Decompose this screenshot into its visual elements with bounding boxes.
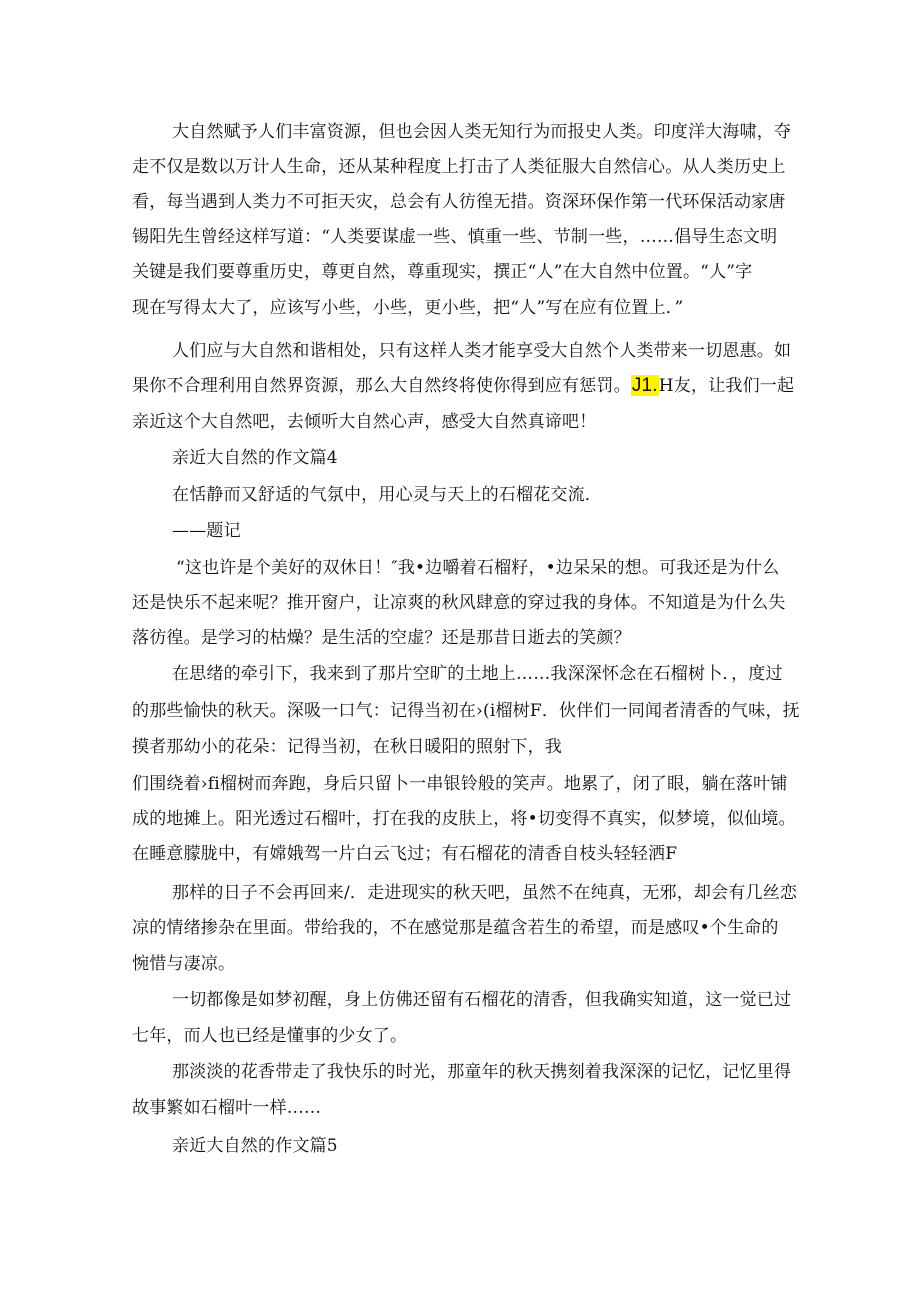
paragraph-4-line-1: 在思绪的牵引下，我来到了那片空旷的土地上……我深深怀念在石榴树卜．，度过 — [172, 664, 783, 684]
paragraph-4-line-4: 们围绕着›fi榴树而奔跑，身后只留卜一串银铃般的笑声。地累了，闭了眼，躺在落叶铺 — [132, 774, 788, 794]
paragraph-3-line-2: 还是快乐不起来呢？推开窗户，让凉爽的秋风肆意的穿过我的身体。不知道是为什么失 — [132, 593, 786, 613]
paragraph-4-line-3: 摸者那幼小的花朵：记得当初，在秋日暖阳的照射下，我 — [132, 737, 562, 757]
paragraph-4-line-6: 在睡意朦胧中，有嫦娥驾一片白云飞过；有石榴花的清香自枝头轻轻洒F — [132, 844, 678, 864]
paragraph-4-line-5: 成的地摊上。阳光透过石榴叶，打在我的皮肤上，将•切变得不真实，似梦境，似仙境。 — [132, 809, 796, 829]
paragraph-5-line-2: 凉的情绪掺杂在里面。带给我的，不在感觉那是蕴含若生的希望，而是感叹•个生命的 — [132, 918, 779, 938]
paragraph-2-line-2-text-before: 果你不合理利用自然界资源，那么大自然终将使你得到应有惩罚。 — [132, 376, 631, 396]
paragraph-5-line-3: 惋惜与凄凉。 — [132, 954, 236, 974]
highlighted-text: J1. — [631, 375, 658, 396]
paragraph-1-line-3: 看，每当遇到人类力不可拒天灾，总会有人彷徨无措。资深环保作第一代环保活动家唐 — [132, 192, 786, 212]
paragraph-7-line-2: 故事繁如石榴叶一样…… — [132, 1098, 322, 1118]
paragraph-3-line-1: “这也许是个美好的双休日！″我•边嚼着石榴籽，•边呆呆的想。可我还是为什么 — [176, 558, 780, 578]
paragraph-7-line-1: 那淡淡的花香带走了我快乐的时光，那童年的秋天携刻着我深深的记忆，记忆里得 — [172, 1062, 792, 1082]
paragraph-1-line-1: 大自然赋予人们丰富资源，但也会因人类无知行为而报史人类。印度洋大海啸，夺 — [172, 122, 792, 142]
paragraph-5-line-1: 那样的日子不会再回来/．走进现实的秋天吧，虽然不在纯真，无邪，却会有几丝恋 — [172, 883, 798, 903]
paragraph-6-line-1: 一切都像是如梦初醒，身上仿佛还留有石榴花的清香，但我确实知道，这一觉已过 — [172, 990, 792, 1010]
epigraph-source: ——题记 — [172, 521, 241, 541]
paragraph-2-line-3: 亲近这个大自然吧，去倾听大自然心声，感受大自然真谛吧！ — [132, 412, 597, 432]
paragraph-1-line-4: 锡阳先生曾经这样写道：“人类要谋虚一些、慎重一些、节制一些，……倡导生态文明 — [132, 227, 778, 247]
paragraph-3-line-3: 落彷徨。是学习的枯燥？是生活的空虚？还是那昔日逝去的笑颜？ — [132, 628, 631, 648]
paragraph-2-line-2-text-after: H友，让我们一起 — [658, 376, 795, 396]
paragraph-1-line-5: 关键是我们要尊重历史，尊更自然，尊重现实，撰正“人”在大自然中位置。“人”字 — [132, 262, 753, 282]
section-heading-4: 亲近大自然的作文篇4 — [172, 448, 338, 468]
paragraph-4-line-2: 的那些愉快的秋天。深吸一口气：记得当初在›(i榴树F．伙伴们一同闻者清香的气味，抚 — [132, 701, 800, 721]
paragraph-1-line-2: 走不仅是数以万计人生命，还从某种程度上打击了人类征服大自然信心。从人类历史上 — [132, 157, 786, 177]
paragraph-2-line-1: 人们应与大自然和谐相处，只有这样人类才能享受大自然个人类带来一切恩惠。如 — [172, 341, 792, 361]
section-heading-5: 亲近大自然的作文篇5 — [172, 1136, 338, 1156]
paragraph-1-line-6: 现在写得太大了，应该写小些，小些，更小些，把“人”写在应有位置上．” — [132, 298, 684, 318]
paragraph-6-line-2: 七年，而人也已经是懂事的少女了。 — [132, 1026, 408, 1046]
epigraph: 在恬静而又舒适的气氛中，用心灵与天上的石榴花交流． — [172, 485, 602, 505]
paragraph-2-line-2 — [132, 374, 794, 398]
